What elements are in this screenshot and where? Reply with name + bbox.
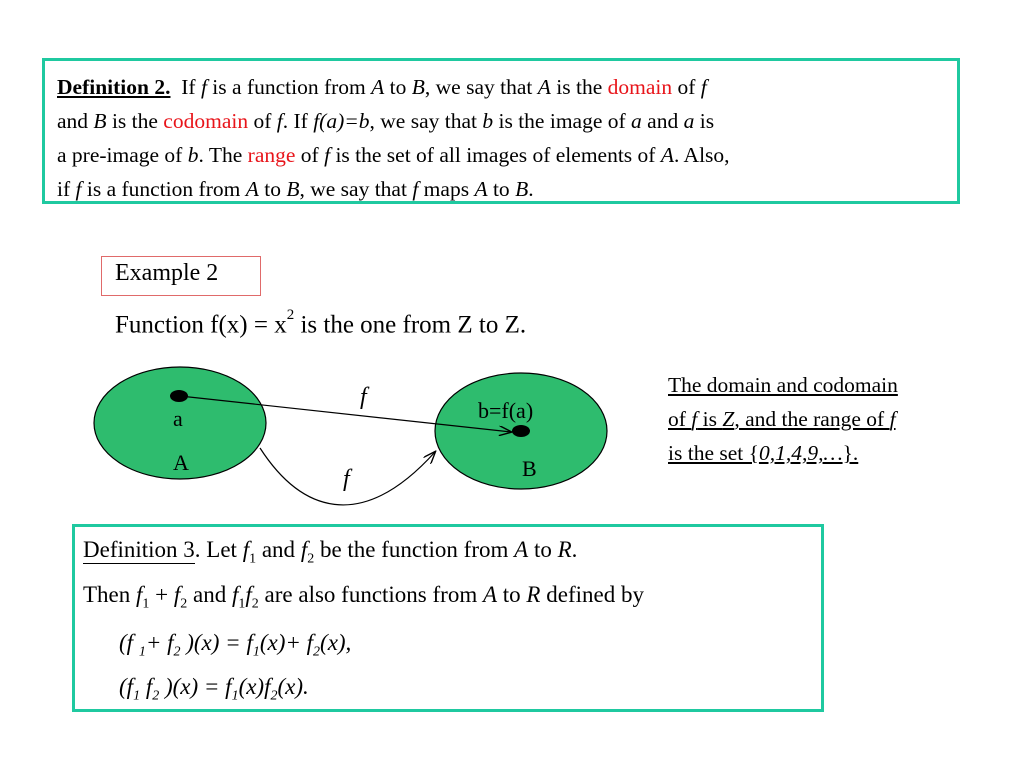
example-label: Example 2: [115, 260, 219, 286]
definition-3-heading: Definition 3: [83, 537, 195, 562]
var-f: f: [889, 407, 896, 431]
var-Z: Z: [722, 407, 735, 431]
text: is the: [550, 75, 608, 99]
term-domain: domain: [607, 75, 673, 99]
label-point-a: a: [173, 406, 183, 431]
text: .: [571, 537, 578, 562]
term-codomain: codomain: [163, 109, 249, 133]
label-arrow-f-top: f: [360, 384, 367, 410]
label-point-b: b=f(a): [478, 398, 534, 423]
note-line-2: [668, 402, 988, 436]
label-arrow-f-bottom: f: [343, 466, 350, 492]
term-range: range: [247, 143, 296, 167]
var-f: f: [691, 407, 698, 431]
text: to: [487, 177, 516, 201]
plus-sign: +: [149, 582, 174, 607]
eq-text: )(x) = f: [159, 674, 232, 699]
domain-range-note: [668, 368, 988, 470]
text: to: [497, 582, 527, 607]
subscript: 1: [249, 551, 257, 567]
var-A: A: [537, 75, 551, 99]
text: If: [181, 75, 201, 99]
eq-text: (x),: [320, 630, 352, 655]
var-f: f: [245, 582, 252, 607]
definition-3-line-2: [83, 582, 644, 613]
subscript: 2: [173, 644, 181, 660]
text: , we say that: [369, 109, 483, 133]
eq-text: (x)f: [238, 674, 271, 699]
text: . Let: [194, 537, 243, 562]
subscript: 1: [252, 644, 260, 660]
note-line-1: The domain and codomain: [668, 373, 898, 397]
definition-2-heading: Definition 2.: [57, 75, 171, 99]
text: is: [697, 407, 723, 431]
text: is a function from: [206, 75, 372, 99]
text: if: [57, 177, 76, 201]
eq-text: (f: [119, 630, 139, 655]
subscript: 1: [138, 644, 146, 660]
text: are also functions from: [258, 582, 483, 607]
text: of: [668, 407, 692, 431]
text: to: [528, 537, 558, 562]
text: of: [672, 75, 701, 99]
text: and: [256, 537, 301, 562]
eq-text: (x)+ f: [259, 630, 314, 655]
exponent: 2: [286, 307, 295, 323]
var-a: a: [631, 109, 642, 133]
text: defined by: [540, 582, 644, 607]
subscript: 2: [180, 596, 188, 612]
text: a pre-image of: [57, 143, 188, 167]
eq-text: )(x) = f: [180, 630, 253, 655]
subscript: 2: [152, 688, 160, 704]
text: to: [384, 75, 412, 99]
note-line-3: [668, 436, 988, 470]
subscript: 1: [238, 596, 246, 612]
eq-text: + f: [145, 630, 174, 655]
var-A: A: [482, 582, 498, 607]
function-text: Function f(x) = x: [115, 311, 287, 339]
var-b: b: [187, 143, 199, 167]
text: Then: [83, 582, 137, 607]
text: is: [694, 109, 715, 133]
var-b: b: [482, 109, 494, 133]
var-A: A: [474, 177, 488, 201]
text: . Also,: [673, 143, 730, 167]
var-f: f: [300, 537, 308, 562]
var-B: B: [286, 177, 300, 201]
text: is a function from: [81, 177, 246, 201]
text: is the set {: [668, 441, 759, 465]
var-A: A: [660, 143, 674, 167]
var-f: f: [276, 109, 283, 133]
var-A: A: [245, 177, 259, 201]
var-B: B: [411, 75, 425, 99]
text: . The: [198, 143, 248, 167]
expr-fab: f(a)=b: [313, 109, 370, 133]
var-R: R: [557, 537, 572, 562]
var-f: f: [75, 177, 82, 201]
var-f: f: [232, 582, 239, 607]
var-B: B: [93, 109, 107, 133]
text: of: [248, 109, 277, 133]
text: be the function from: [314, 537, 515, 562]
subscript: 2: [313, 644, 321, 660]
point-b-dot: [512, 425, 530, 437]
function-text: is the one from Z to Z.: [294, 311, 527, 339]
var-f: f: [700, 75, 707, 99]
text: and: [57, 109, 94, 133]
text: . If: [282, 109, 314, 133]
label-set-a: A: [173, 450, 189, 475]
text: and: [187, 582, 232, 607]
var-R: R: [526, 582, 541, 607]
text: , we say that: [299, 177, 413, 201]
text: is the image of: [493, 109, 632, 133]
text: , and the range of: [734, 407, 890, 431]
var-f: f: [200, 75, 207, 99]
var-f: f: [412, 177, 419, 201]
text: .: [528, 177, 534, 201]
text: maps: [418, 177, 475, 201]
var-A: A: [371, 75, 385, 99]
var-f: f: [324, 143, 331, 167]
label-set-b: B: [522, 456, 537, 481]
definition-3-line-1: [83, 537, 577, 568]
definition-3-box: [72, 524, 824, 712]
product-equation: [119, 674, 309, 705]
text: }.: [842, 441, 859, 465]
text: is the: [106, 109, 164, 133]
subscript: 2: [307, 551, 315, 567]
eq-text: (f: [119, 674, 134, 699]
subscript: 1: [142, 596, 150, 612]
var-B: B: [515, 177, 529, 201]
subscript: 2: [251, 596, 259, 612]
text: , we say that: [424, 75, 538, 99]
var-f: f: [242, 537, 250, 562]
eq-text: f: [140, 674, 153, 699]
text: of: [295, 143, 325, 167]
var-a: a: [683, 109, 695, 133]
text: to: [258, 177, 287, 201]
var-f: f: [173, 582, 181, 607]
eq-text: (x).: [277, 674, 309, 699]
text: is the set of all images of elements of: [330, 143, 661, 167]
text: and: [641, 109, 684, 133]
var-f: f: [136, 582, 143, 607]
subscript: 1: [231, 688, 239, 704]
range-set: 0,1,4,9,…: [758, 441, 843, 465]
sum-equation: [119, 630, 351, 661]
subscript: 1: [133, 688, 141, 704]
subscript: 2: [270, 688, 278, 704]
var-A: A: [514, 537, 529, 562]
